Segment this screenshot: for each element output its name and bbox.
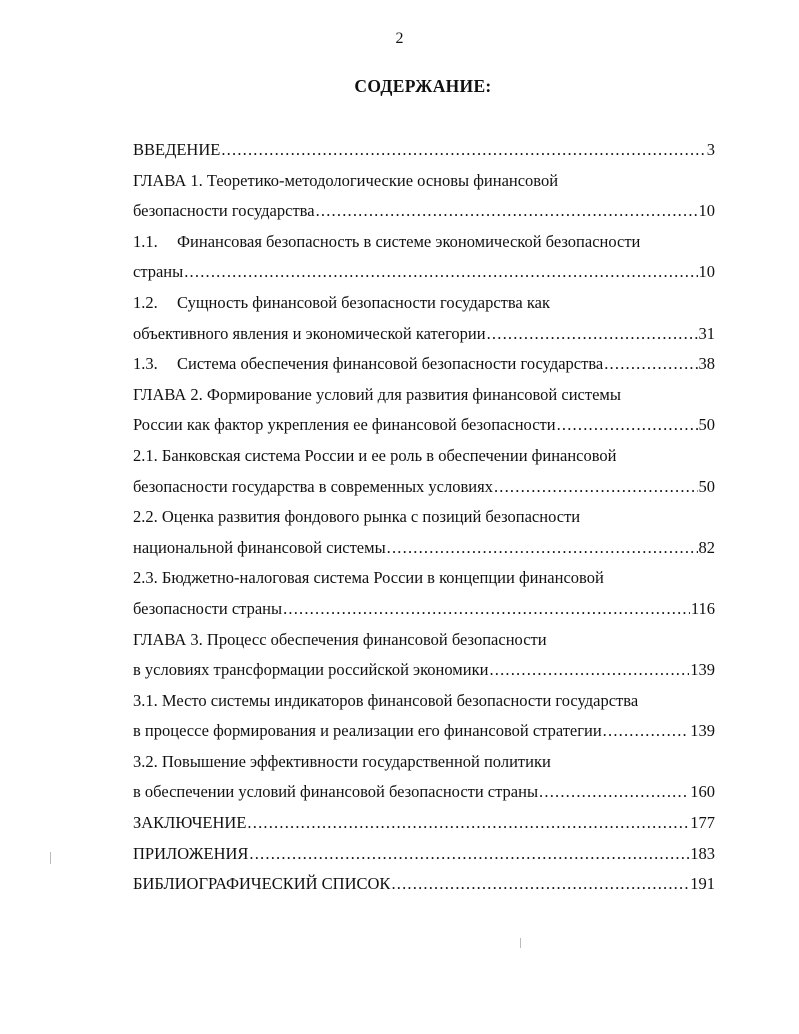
toc-entry	[133, 349, 715, 380]
toc-entry	[133, 533, 715, 564]
toc-entry	[133, 227, 715, 258]
toc-page-number: 177	[690, 813, 715, 833]
toc-dot-leader	[539, 777, 689, 808]
toc-entry	[133, 655, 715, 686]
toc-entry-label: национальной финансовой системы	[133, 537, 386, 557]
toc-entry	[133, 135, 715, 166]
toc-entry-text	[133, 196, 316, 227]
toc-page-number: 116	[690, 598, 715, 618]
toc-entry-label: ГЛАВА 1. Теоретико-методологические основы финансовой	[133, 170, 559, 190]
toc-entry-number: 1.3.	[133, 354, 158, 374]
toc-page-number: 160	[690, 782, 715, 802]
toc-page-number: 38	[698, 354, 715, 374]
toc-entry	[133, 839, 715, 870]
toc-entry-label: безопасности страны	[133, 598, 283, 618]
toc-entry	[133, 563, 715, 594]
toc-entry	[133, 472, 715, 503]
toc-entry-label: ВВЕДЕНИЕ	[133, 140, 221, 159]
toc-entry	[133, 319, 715, 350]
toc-dot-leader	[249, 839, 689, 870]
toc-entry-label: безопасности государства в современных условиях	[133, 476, 493, 496]
toc-entry-label: Сущность финансовой безопасности государства как	[177, 292, 550, 312]
toc-entry-text	[133, 507, 581, 526]
toc-dot-leader	[316, 196, 698, 227]
toc-entry-text	[133, 691, 639, 710]
toc-entry-label: ЗАКЛЮЧЕНИЕ	[133, 813, 247, 833]
toc-entry	[133, 625, 715, 656]
toc-entry-label: безопасности государства	[133, 201, 315, 221]
toc-page-number: 139	[690, 721, 715, 741]
toc-dot-leader	[494, 472, 698, 503]
toc-entry-text	[133, 171, 559, 190]
toc-page-number: 10	[698, 201, 715, 221]
toc-entry-text	[133, 385, 622, 404]
page-number: 2	[395, 30, 404, 47]
toc-entry-label: в условиях трансформации российской экономики	[133, 660, 489, 680]
toc-entry-label: 3.2. Повышение эффективности государственной политики	[133, 751, 551, 771]
toc-entry	[133, 288, 715, 319]
toc-entry	[133, 686, 715, 717]
toc-page-number: 191	[690, 874, 715, 894]
toc-dot-leader	[487, 319, 698, 350]
toc-entry	[133, 869, 715, 900]
toc-dot-leader	[247, 808, 689, 839]
scan-speck	[520, 938, 521, 948]
toc-entry	[133, 196, 715, 227]
toc-entry-label: России как фактор укрепления ее финансовой безопасности	[133, 415, 556, 435]
toc-entry-text	[133, 533, 387, 564]
toc-entry-label: 2.1. Банковская система России и ее роль в обеспечении финансовой	[133, 445, 617, 465]
toc-entry	[133, 502, 715, 533]
toc-page-number: 139	[690, 660, 715, 680]
toc-entry-label: ГЛАВА 2. Формирование условий для развития финансовой системы	[133, 384, 621, 404]
toc-entry	[133, 808, 715, 839]
toc-entry-label: 2.2. Оценка развития фондового рынка с позиций безопасности	[133, 507, 581, 527]
toc-dot-leader	[221, 135, 705, 166]
toc-dot-leader	[603, 716, 690, 747]
toc-entry-label: объективного явления и экономической категории	[133, 323, 486, 343]
toc-entry	[133, 166, 715, 197]
toc-page-number: 31	[698, 323, 715, 343]
toc-entry-number: 1.1.	[133, 231, 158, 251]
toc-page-number: 3	[706, 140, 715, 159]
toc-entry-number: 1.2.	[133, 292, 158, 312]
toc-entry-text	[133, 232, 641, 251]
toc-entry-text	[133, 135, 221, 166]
toc-dot-leader	[489, 655, 689, 686]
toc-entry-label: страны	[133, 262, 184, 282]
toc-title: СОДЕРЖАНИЕ:	[354, 76, 492, 96]
toc-entry	[133, 410, 715, 441]
toc-page-number: 82	[698, 537, 715, 557]
toc-entry-label: 3.1. Место системы индикаторов финансовой безопасности государства	[133, 690, 639, 710]
toc-entry-text	[133, 777, 539, 808]
toc-entry-label: ГЛАВА 3. Процесс обеспечения финансовой безопасности	[133, 629, 547, 649]
toc-dot-leader	[283, 594, 690, 625]
table-of-contents	[133, 135, 715, 900]
toc-page-number: 50	[698, 476, 715, 496]
toc-entry-text	[133, 293, 551, 312]
toc-entry-text	[133, 472, 494, 503]
toc-entry	[133, 441, 715, 472]
toc-entry-text	[133, 349, 604, 380]
toc-entry-text	[133, 410, 557, 441]
toc-entry	[133, 380, 715, 411]
toc-page-number: 10	[698, 262, 715, 282]
toc-entry-text	[133, 839, 249, 870]
toc-entry-text	[133, 655, 489, 686]
toc-entry-text	[133, 446, 618, 465]
toc-dot-leader	[184, 257, 697, 288]
toc-entry-text	[133, 257, 184, 288]
toc-entry-label: в процессе формирования и реализации его финансовой стратегии	[133, 721, 602, 741]
toc-dot-leader	[387, 533, 698, 564]
toc-entry	[133, 777, 715, 808]
toc-entry-label: БИБЛИОГРАФИЧЕСКИЙ СПИСОК	[133, 874, 391, 894]
toc-entry	[133, 257, 715, 288]
toc-entry-label: Финансовая безопасность в системе экономической безопасности	[177, 231, 641, 251]
toc-entry-label: Система обеспечения финансовой безопасности государства	[177, 354, 604, 374]
scan-speck	[50, 852, 51, 864]
toc-dot-leader	[557, 410, 698, 441]
toc-entry-text	[133, 630, 548, 649]
toc-entry-text	[133, 568, 605, 587]
toc-entry	[133, 594, 715, 625]
toc-entry-text	[133, 319, 487, 350]
toc-entry-label: ПРИЛОЖЕНИЯ	[133, 843, 249, 863]
toc-entry-text	[133, 594, 283, 625]
toc-entry	[133, 716, 715, 747]
toc-entry-text	[133, 869, 391, 900]
toc-dot-leader	[391, 869, 689, 900]
toc-page-number: 50	[698, 415, 715, 435]
toc-entry-text	[133, 808, 247, 839]
toc-entry-text	[133, 716, 603, 747]
toc-entry-label: в обеспечении условий финансовой безопасности страны	[133, 782, 539, 802]
toc-page-number: 183	[690, 843, 715, 863]
toc-dot-leader	[604, 349, 697, 380]
toc-entry-label: 2.3. Бюджетно-налоговая система России в концепции финансовой	[133, 568, 604, 588]
toc-entry-text	[133, 752, 552, 771]
toc-entry	[133, 747, 715, 778]
